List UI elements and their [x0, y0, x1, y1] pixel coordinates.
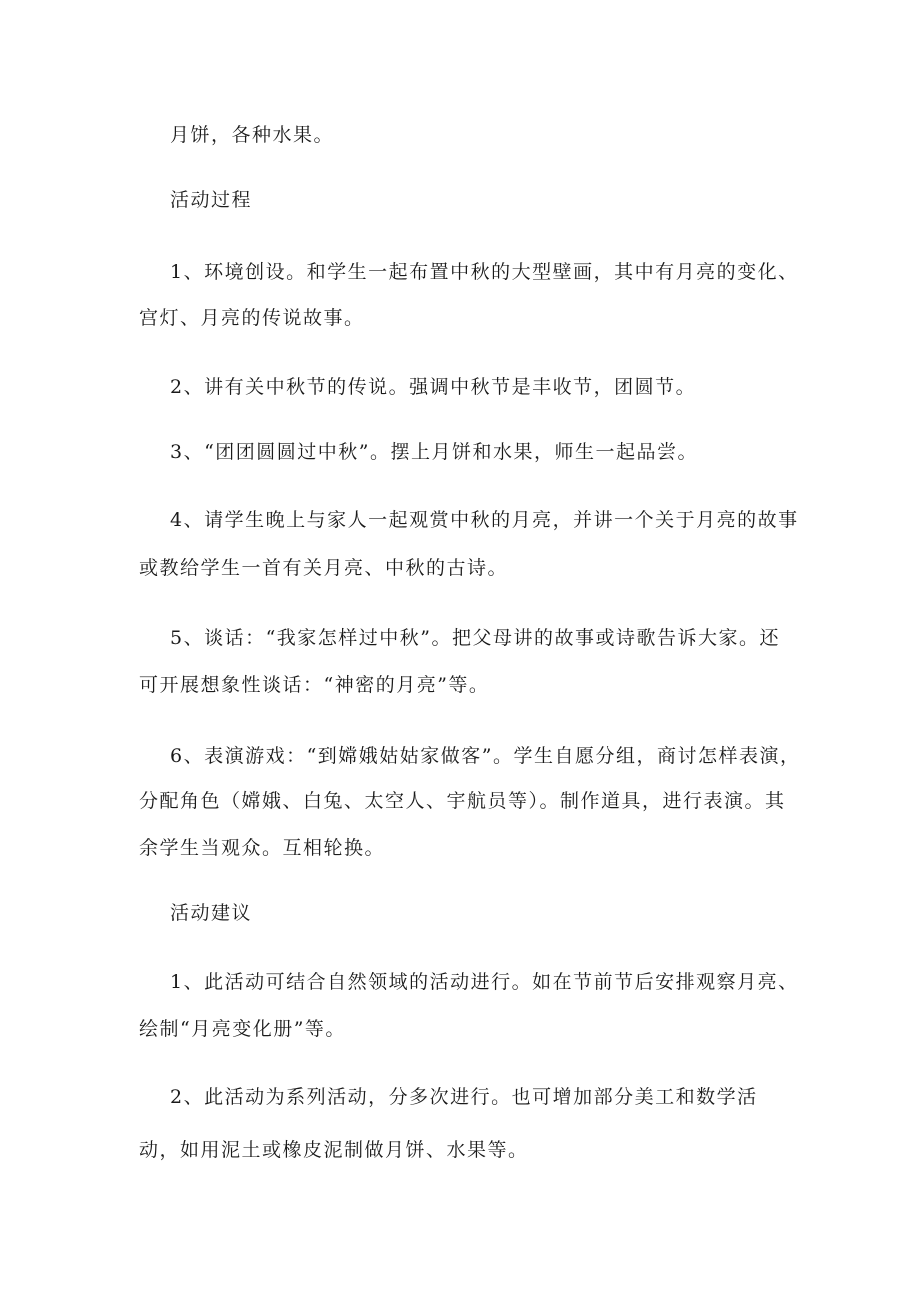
- text-line-suggestion1-a: 1、此活动可结合自然领域的活动进行。如在节前节后安排观察月亮、: [170, 971, 799, 993]
- text-line-item4-b: 或教给学生一首有关月亮、中秋的古诗。: [139, 557, 509, 579]
- text-line-item6-c: 余学生当观众。互相轮换。: [139, 837, 386, 859]
- section-heading-process: 活动过程: [170, 189, 253, 211]
- text-line-item4-a: 4、请学生晚上与家人一起观赏中秋的月亮，并讲一个关于月亮的故事: [170, 509, 799, 531]
- text-line-item2: 2、讲有关中秋节的传说。强调中秋节是丰收节，团圆节。: [170, 376, 697, 398]
- text-line-suggestion1-b: 绘制“月亮变化册”等。: [139, 1018, 346, 1040]
- text-line-item5-b: 可开展想象性谈话：“神密的月亮”等。: [139, 674, 490, 696]
- text-line-item3: 3、“团团圆圆过中秋”。摆上月饼和水果，师生一起品尝。: [170, 441, 699, 463]
- text-line-item1-a: 1、环境创设。和学生一起布置中秋的大型壁画，其中有月亮的变化、: [170, 261, 799, 283]
- text-line-item6-a: 6、表演游戏：“到嫦娥姑姑家做客”。学生自愿分组，商讨怎样表演，: [170, 745, 801, 767]
- text-line-suggestion2-a: 2、此活动为系列活动，分多次进行。也可增加部分美工和数学活: [170, 1086, 758, 1108]
- text-line-suggestion2-b: 动，如用泥土或橡皮泥制做月饼、水果等。: [139, 1139, 529, 1161]
- text-line-item1-b: 宫灯、月亮的传说故事。: [139, 307, 365, 329]
- text-line-item5-a: 5、谈话：“我家怎样过中秋”。把父母讲的故事或诗歌告诉大家。还: [170, 627, 781, 649]
- section-heading-suggestions: 活动建议: [170, 902, 253, 924]
- text-line-intro: 月饼，各种水果。: [170, 124, 335, 146]
- text-line-item6-b: 分配角色（嫦娥、白兔、太空人、宇航员等）。制作道具，进行表演。其: [139, 790, 786, 812]
